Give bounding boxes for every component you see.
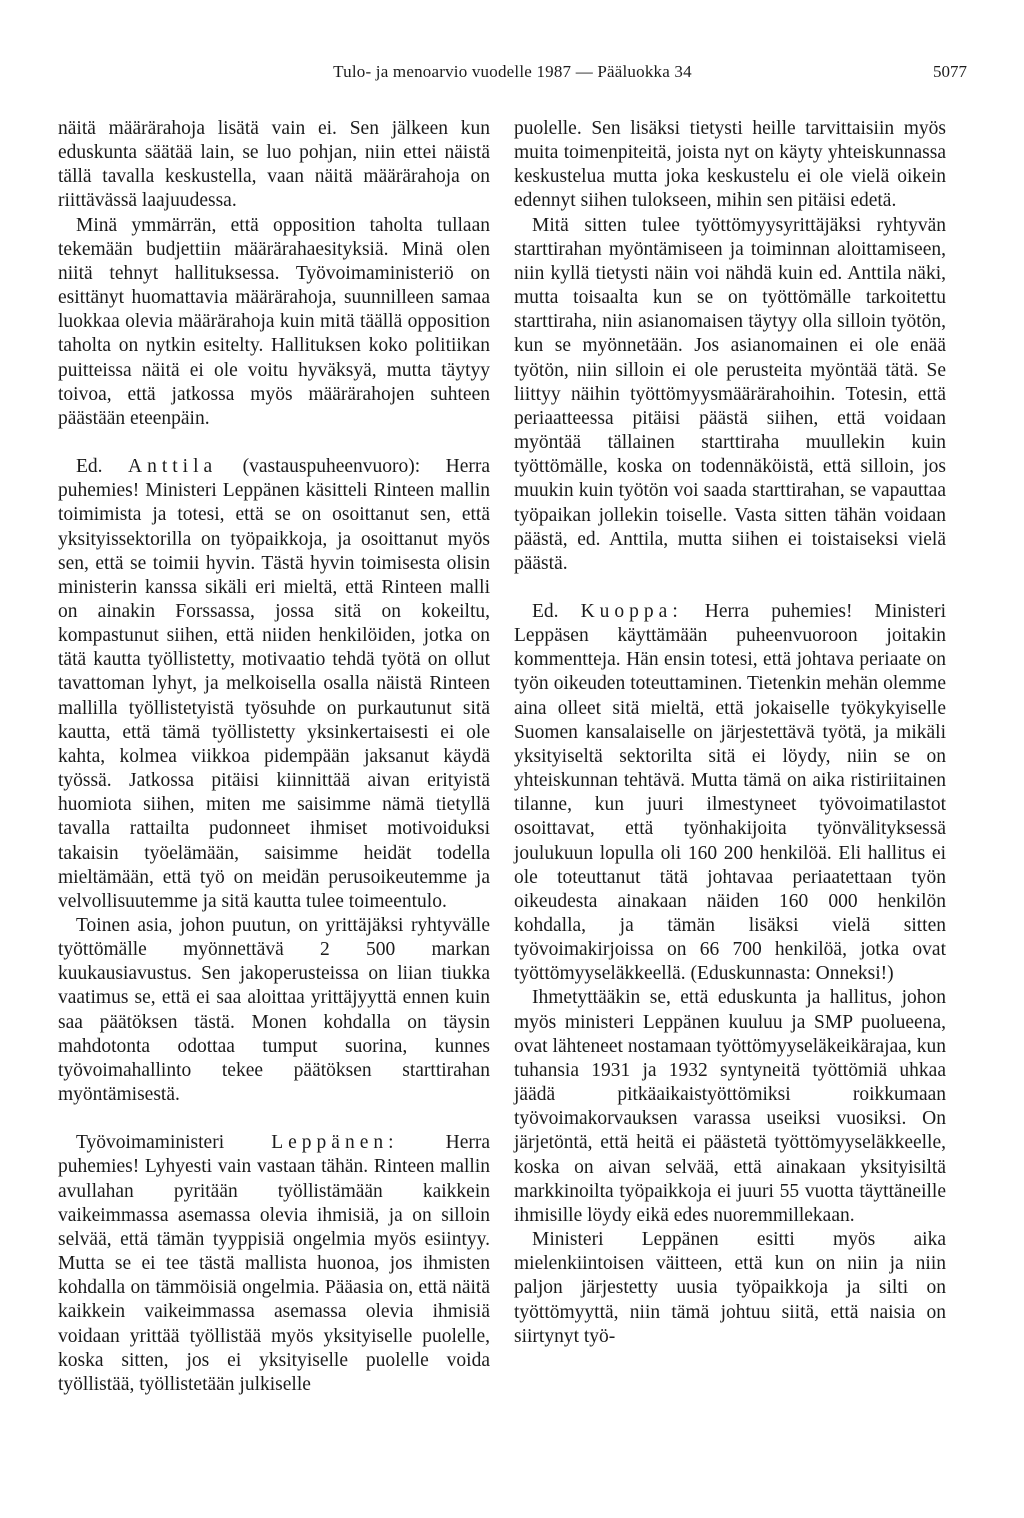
page-number: 5077 [933,62,967,81]
paragraph: Ihmetyttääkin se, että eduskunta ja hallitus, johon myös ministeri Leppänen kuuluu ja SMP puolueena, ovat lähteneet nostamaan työttömyyseläkeikärajaa, kun tuhansia 1931 ja 1932 syntyneitä työttömiä uhkaa jäädä pitkäaikaistyöttömiksi roikkumaan työvoimakorvauksen varassa useiksi vuosiksi. On järjetöntä, että heitä ei päästetä työttömyyseläkkeelle, koska on aivan selvää, että ainakaan yksityisiltä markkinoilta työpaikkoja ei juuri 55 vuotta täyttäneille ihmisille löydy eikä edes nuoremmillekaan. [514,987,946,1226]
speaker-prefix: Ed. [532,600,559,622]
paragraph: puolelle. Sen lisäksi tietysti heille tarvittaisiin myös muita toimenpiteitä, joista nyt on käyty yhteiskunnassa keskustelua mutta joka keskustelu ei ole vielä oikein edennyt siihen tulokseen, mihin sen pitäisi edetä. [514,118,946,212]
speaker-name: Kuoppa: [580,600,683,622]
header-title: Tulo- ja menoarvio vuodelle 1987 — Pääluokka 34 [333,62,692,81]
speaker-name: Leppänen: [271,1132,399,1154]
paragraph: Ministeri Leppänen esitti myös aika mielenkiintoisen väitteen, että kun on niin ja niin paljon järjestetty uusia työpaikkoja ja silti on työttömyyttä, niin tämä johtuu siitä, että naisia on siirtynyt työ- [514,1229,946,1347]
speech-text: (vastauspuheenvuoro): Herra puhemies! Ministeri Leppänen käsitteli Rinteen mallin toimimista ja totesi, että se on osoittanut sen, että yksityissektorilla on työpaikkoja, ja osoittanut myös sen, että se toimii hyvin. Tästä hyvin toimisesta olisin ministerin kanssa sikäli eri mieltä, että Rinteen malli on ainakin Forssassa, jossa sitä on kokeiltu, kompastunut siihen, että niiden henkilöiden, jotka on tätä kautta työllistetty, motivaatio tehdä työtä on ollut tavattoman lyhyt, ja melkoisella osalla näistä Rinteen mallilla työllistetyistä työsuhde on purkautunut sitä kautta, että tämä työllistetty yksinkertaisesti ei ole kahta, kolmea viikkoa pidempään jaksanut käydä työssä. Jatkossa pitäisi kiinnittää aivan erityistä huomiota siihen, miten me saisimme nämä tietyllä tavalla rattailta pudonneet ihmiset motivoiduksi takaisin työelämään, saisimme heidät todella mieltämään, että työ on meidän perusoikeutemme ja velvollisuutemme ja sitä kautta tulee toimeentulo. [58,456,491,912]
paragraph: Minä ymmärrän, että opposition taholta tullaan tekemään budjettiin määrärahaesityksiä. Minä olen niitä tehnyt hallituksessa. Työvoimaministeriö on esittänyt huomattavia määrärahoja, suunnilleen samaa luokkaa olevia määrärahoja kuin mitä täällä opposition taholta on nytkin esitelty. Hallituksen koko politiikan puitteissa näitä ei ole voitu hyväksyä, mutta täytyy toivoa, että jatkossa myös määrärahojen suhteen päästään eteenpäin. [58,214,490,429]
speech-paragraph [58,455,490,914]
left-column [58,117,490,1397]
speaker-name: Anttila [127,456,218,478]
paragraph: Toinen asia, johon puutun, on yrittäjäksi ryhtyvälle työttömälle myönnettävä 2 500 markan kuukausiavustus. Sen jakoperusteissa on liian tiukka vaatimus se, että ei saa aloittaa yrittäjyyttä ennen kuin saa päätöksen tästä. Monen kohdalla on täysin mahdotonta odottaa tumput suorina, kunnes työvoimahallinto tekee päätöksen starttirahan myöntämisestä. [58,915,490,1106]
speaker-prefix: Työvoimaministeri [76,1132,225,1154]
speaker-prefix: Ed. [76,456,103,478]
running-header [58,62,967,90]
paragraph: Mitä sitten tulee työttömyysyrittäjäksi ryhtyvän starttirahan myöntämiseen ja toiminnan aloittamiseen, niin kyllä tietysti näin voi nähdä kuin ed. Anttila näki, mutta toisaalta kun se on työttömälle tarkoitettu starttiraha, niin asianomaisen täytyy olla silloin työtön, kun se myönnetään. Jos asianomainen ei ole enää työtön, niin silloin ei ole perusteita myöntää tätä. Se liittyy näihin työttömyysmäärärahoihin. Totesin, että periaatteessa pitäisi päästä siihen, että voidaan myöntää tällainen starttiraha muullekin kuin työttömälle, koska on todennäköistä, että silloin, jos muukin kuin työtön voi saada starttirahan, se vapauttaa työpaikan jollekin toiselle. Vasta sitten tähän voidaan päästä, ed. Anttila, mutta siihen ei toistaiseksi vielä päästä. [514,214,946,574]
speech-text: Herra puhemies! Lyhyesti vain vastaan tähän. Rinteen mallin avullahan pyritään työllistämään kaikkein vaikeimmassa asemassa olevia ihmisiä, ja on silloin selvää, että tämän tyyppisiä ongelmia myös esiintyy. Mutta se ei tee tästä mallista huonoa, jos ihmisten kohdalla on tämmöisiä ongelmia. Pääasia on, että näitä kaikkein vaikeimmassa asemassa olevia ihmisiä voidaan yrittää työllistää myös yksityiselle puolelle, koska sitten, jos ei yksityiselle puolelle voida työllistää, työllistetään julkiselle [58,1132,490,1395]
right-column [514,117,946,1349]
speech-text: Herra puhemies! Ministeri Leppäsen käyttämään puheenvuoroon joitakin kommentteja. Hän ensin totesi, että johtava periaate on työn oikeuden toteuttaminen. Tietenkin mehän olemme aina olleet sitä mieltä, että jokaiselle työkykyiselle Suomen kansalaiselle on järjestettävä työtä, ja mikäli yksityiseltä sektorilta sitä ei löydy, niin se on yhteiskunnan tehtävä. Mutta tämä on aika ristiriitainen tilanne, kun juuri ilmestyneet työvoimatilastot osoittavat, että työnhakijoita työnvälityksessä joulukuun lopulla oli 160 200 henkilöä. Eli hallitus ei ole toteuttanut tätä johtavaa periaatettaan työn oikeudesta ainakaan näiden 160 000 henkilön kohdalla, ja tämän lisäksi vielä sitten työvoimakirjoissa on 66 700 henkilöä, jotka ovat työttömyyseläkkeellä. (Eduskunnasta: Onneksi!) [514,600,946,985]
paragraph: näitä määrärahoja lisätä vain ei. Sen jälkeen kun eduskunta säätää lain, se luo pohjan, niin ettei näistä tällä tavalla keskustella, vaan näitä määrärahoja on riittävässä laajuudessa. [58,118,490,212]
speech-paragraph [58,1131,490,1397]
speech-paragraph [514,600,946,987]
